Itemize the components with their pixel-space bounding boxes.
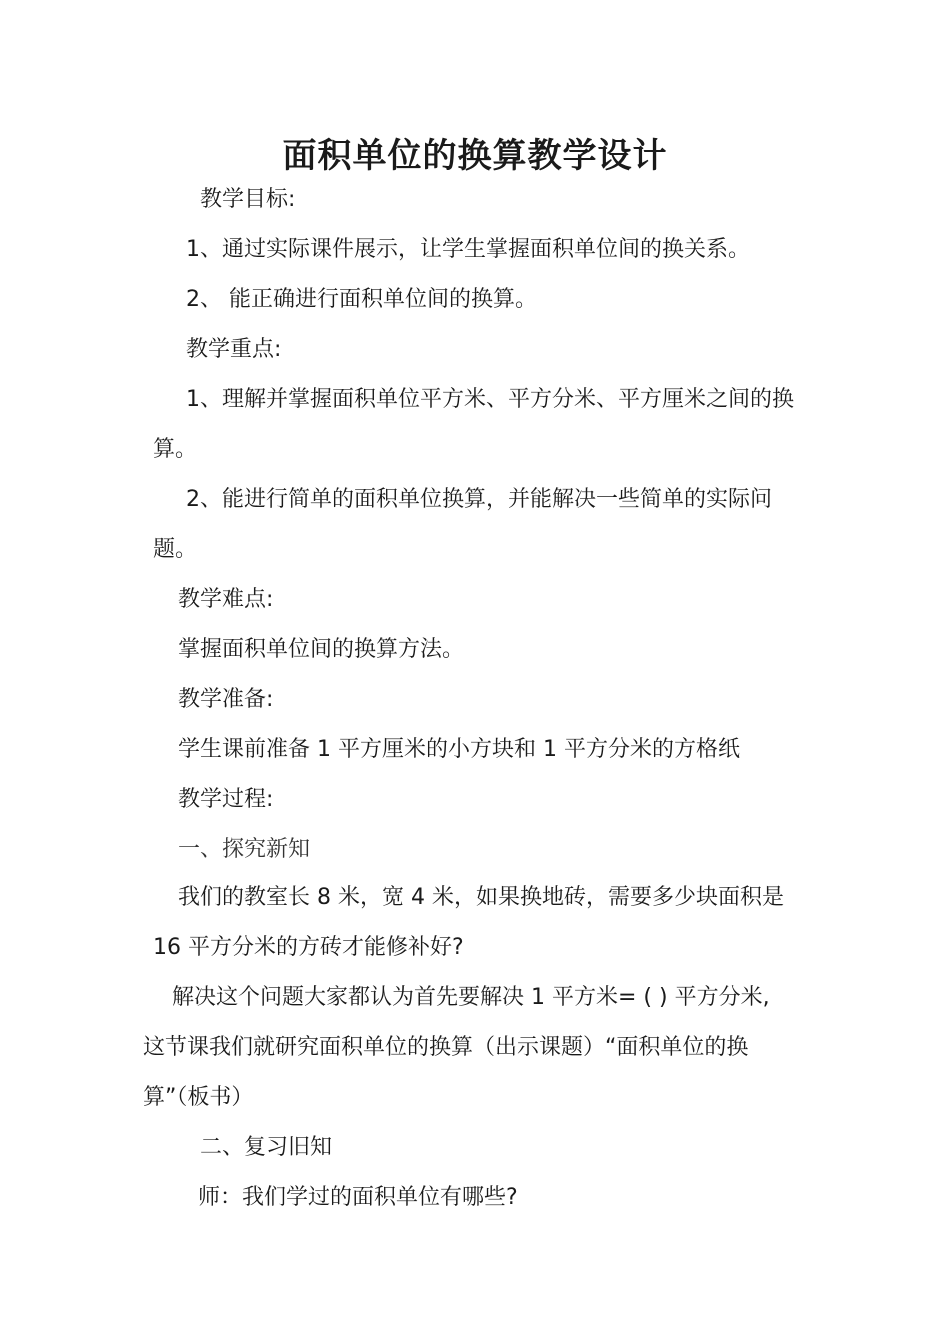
text-line: 解决这个问题大家都认为首先要解决 1 平方米= ( ) 平方分米,	[172, 985, 770, 1010]
text-line: 算。	[153, 437, 198, 462]
text-line: 16 平方分米的方砖才能修补好?	[153, 935, 464, 960]
text-line: 教学过程:	[178, 787, 274, 812]
text-line: 教学准备:	[178, 687, 274, 712]
text-line: 掌握面积单位间的换算方法。	[178, 637, 465, 662]
text-line: 1、通过实际课件展示，让学生掌握面积单位间的换关系。	[186, 237, 750, 262]
text-line: 2、 能正确进行面积单位间的换算。	[186, 287, 537, 312]
text-line: 二、复习旧知	[200, 1135, 333, 1160]
text-line: 教学重点:	[186, 337, 282, 362]
text-line: 教学难点:	[178, 587, 274, 612]
text-line: 1、理解并掌握面积单位平方米、平方分米、平方厘米之间的换	[186, 387, 794, 412]
text-line: 这节课我们就研究面积单位的换算（出示课题）“面积单位的换	[143, 1035, 749, 1060]
text-line: 算”（板书）	[143, 1085, 254, 1110]
text-line: 师：我们学过的面积单位有哪些?	[198, 1185, 518, 1210]
text-line: 一、探究新知	[178, 837, 311, 862]
text-line: 学生课前准备 1 平方厘米的小方块和 1 平方分米的方格纸	[178, 737, 740, 762]
text-line: 题。	[153, 537, 198, 562]
text-line: 我们的教室长 8 米，宽 4 米，如果换地砖，需要多少块面积是	[178, 885, 784, 910]
text-line: 教学目标:	[200, 187, 296, 212]
document-title: 面积单位的换算教学设计	[282, 136, 668, 176]
text-line: 2、能进行简单的面积单位换算，并能解决一些简单的实际问	[186, 487, 772, 512]
